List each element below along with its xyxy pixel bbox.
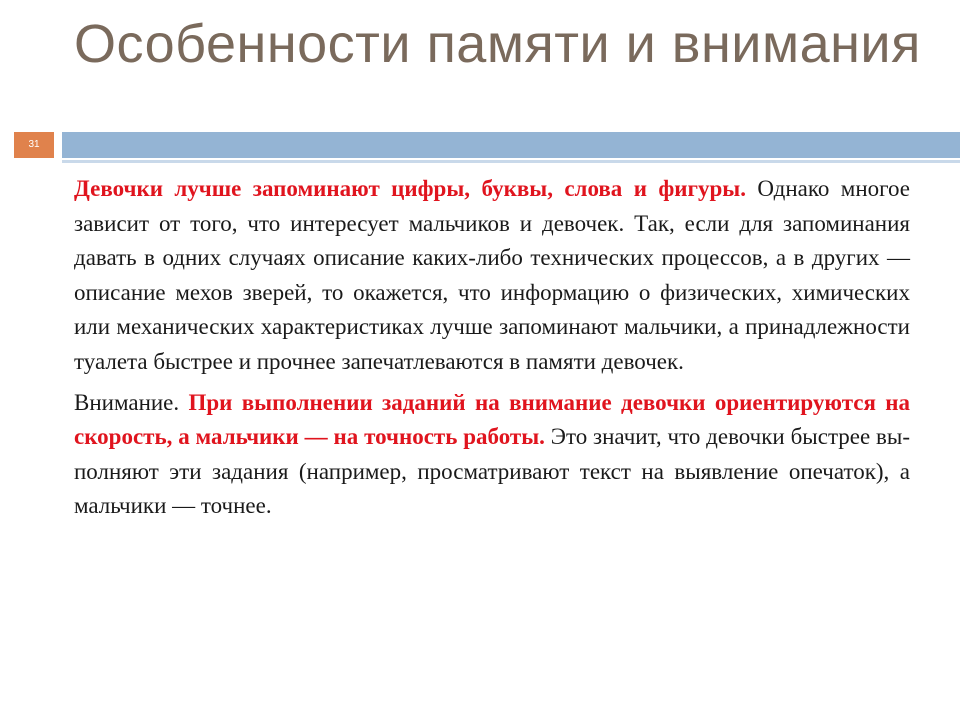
header-band — [0, 132, 960, 162]
header-underline — [62, 160, 960, 163]
memory-paragraph — [74, 172, 910, 380]
memory-emphasis: Девочки лучше запоминают цифры, буквы, слова и фигуры. — [74, 176, 746, 201]
header-bar — [62, 132, 960, 158]
slide-number-badge: 31 — [14, 132, 54, 158]
attention-emphasis: При выполнении заданий на внимание девочки ориентируются на скорость, а мальчики — на точность работы. — [74, 389, 911, 450]
attention-lead: Внимание. — [74, 389, 189, 415]
slide-title: Особенности памяти и внимания — [74, 14, 921, 74]
slide-body — [74, 172, 910, 530]
attention-text: Это значит, что девочки быстрее вы- полняют эти задания (например, просматривают текст на выявление опечаток), а мальчики — точнее. — [74, 424, 911, 519]
memory-text: Однако многое зависит от того, что интересует мальчиков и девочек. Так, если для запоминания давать в одних случаях описание каких-либо технических процессов, а в других — описание мехов зверей, то окажется, что информацию о физических, химических или механических характеристиках лучше запоминают мальчики, а принадлежности туалета быстрее и прочнее запечатлеваются в памяти девочек. — [74, 176, 910, 374]
attention-paragraph — [74, 386, 910, 524]
